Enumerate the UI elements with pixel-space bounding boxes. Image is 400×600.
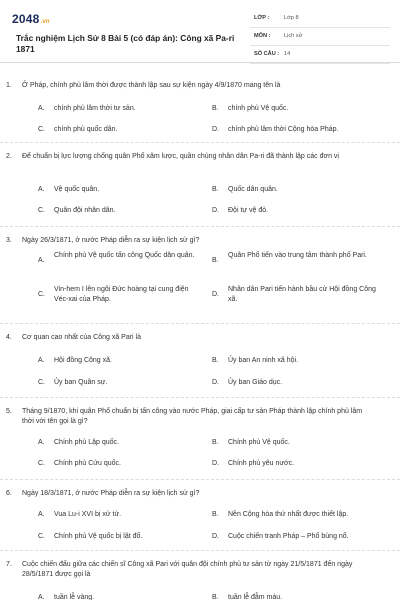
question-number: 7.: [6, 561, 12, 568]
answer-option-b[interactable]: [212, 356, 382, 366]
option-letter: A.: [38, 257, 45, 264]
option-letter: D.: [212, 207, 219, 214]
option-letter: D.: [212, 126, 219, 133]
question-text: [6, 333, 372, 343]
question-number: 4.: [6, 334, 12, 341]
answer-option-d[interactable]: [212, 459, 382, 469]
question-text: [6, 489, 372, 499]
option-letter: B.: [212, 594, 219, 600]
option-text: tuần lễ vàng.: [54, 594, 95, 600]
answer-option-c[interactable]: [38, 206, 208, 216]
page-header: [0, 0, 400, 63]
question-prompt: Cuộc chiến đấu giữa các chiến sĩ Công xã Pari với quân đội chính phủ tư sản từ ngày 21/5/1871 đến ngày 28/5/1871 được gọi là: [22, 561, 353, 578]
option-letter: B.: [212, 439, 219, 446]
answer-option-d[interactable]: [212, 532, 382, 542]
question-text: [6, 236, 372, 246]
question-item: [0, 398, 400, 480]
answer-option-a[interactable]: [38, 104, 208, 114]
option-text: Cuộc chiến tranh Pháp – Phổ bùng nổ.: [228, 533, 349, 540]
answer-option-b[interactable]: [212, 185, 382, 195]
meta-key: LỚP :: [254, 15, 270, 21]
answer-option-d[interactable]: [212, 206, 382, 216]
meta-key: MÔN :: [254, 33, 271, 39]
question-prompt: Ngày 26/3/1871, ở nước Pháp diễn ra sự kiện lịch sử gì?: [22, 237, 200, 244]
meta-row-count: [250, 50, 390, 64]
site-logo[interactable]: [12, 12, 50, 26]
question-number: 1.: [6, 82, 12, 89]
question-prompt: Ở Pháp, chính phủ lâm thời được thành lập sau sự kiện ngày 4/9/1870 mang tên là: [22, 82, 281, 89]
option-text: Vua Lu-i XVI bị xử tử.: [54, 511, 122, 518]
option-text: Chính phủ yêu nước.: [228, 460, 295, 467]
answer-option-c[interactable]: [38, 378, 208, 388]
answer-option-a[interactable]: [38, 356, 208, 366]
answer-option-b[interactable]: [212, 104, 382, 114]
answer-option-b[interactable]: [212, 510, 382, 520]
meta-value: Lớp 8: [284, 15, 299, 21]
option-text: Vin-hem I lên ngôi Đức hoàng tại cung điện Véc-xai của Pháp.: [54, 286, 189, 303]
answer-option-a[interactable]: [38, 185, 208, 195]
question-text: [6, 152, 372, 162]
answer-option-c[interactable]: [38, 285, 208, 307]
option-text: chính phủ Vệ quốc.: [228, 105, 289, 112]
option-text: Ủy ban An ninh xã hội.: [228, 357, 299, 364]
option-letter: A.: [38, 357, 45, 364]
answer-option-c[interactable]: [38, 125, 208, 135]
meta-value: Lịch sử: [284, 33, 303, 39]
option-text: Ủy ban Giáo dục.: [228, 379, 283, 386]
option-text: Chính phủ Vệ quốc.: [228, 439, 290, 446]
option-letter: C.: [38, 533, 45, 540]
answer-option-a[interactable]: [38, 593, 208, 600]
option-text: chính phủ lâm thời Cộng hòa Pháp.: [228, 126, 339, 133]
option-text: Chính phủ Lập quốc.: [54, 439, 119, 446]
option-text: Đội tự vệ đỏ.: [228, 207, 269, 214]
question-item: [0, 227, 400, 324]
option-text: Quân Phổ tiến vào trung tâm thành phố Pari.: [228, 252, 367, 259]
meta-row-class: [250, 14, 390, 28]
question-item: [0, 72, 400, 143]
question-item: [0, 143, 400, 227]
answer-option-d[interactable]: [212, 125, 382, 135]
question-item: [0, 551, 400, 600]
question-number: 6.: [6, 490, 12, 497]
option-letter: C.: [38, 460, 45, 467]
option-text: chính phủ lâm thời tư sản.: [54, 105, 136, 112]
answer-option-d[interactable]: [212, 378, 382, 388]
option-text: Quân đội nhân dân.: [54, 207, 116, 214]
option-letter: D.: [212, 460, 219, 467]
option-text: Chính phủ Vệ quốc bị lật đổ.: [54, 533, 143, 540]
question-prompt: Cơ quan cao nhất của Công xã Pari là: [22, 334, 141, 341]
option-letter: A.: [38, 186, 45, 193]
option-letter: B.: [212, 511, 219, 518]
option-text: Chính phủ Cứu quốc.: [54, 460, 121, 467]
question-list: [0, 72, 400, 600]
option-text: Quốc dân quân.: [228, 186, 278, 193]
option-letter: C.: [38, 207, 45, 214]
answer-option-b[interactable]: [212, 251, 382, 273]
option-text: chính phủ quốc dân.: [54, 126, 118, 133]
option-letter: B.: [212, 357, 219, 364]
question-text: [6, 407, 372, 427]
question-prompt: Để chuẩn bị lực lượng chống quân Phổ xâm lược, quần chúng nhân dân Pa-ri đã thành lập các đơn vị: [22, 153, 339, 160]
option-text: Nền Cộng hòa thứ nhất được thiết lập.: [228, 511, 349, 518]
question-number: 5.: [6, 408, 12, 415]
option-letter: B.: [212, 257, 219, 264]
answer-option-c[interactable]: [38, 459, 208, 469]
option-letter: C.: [38, 126, 45, 133]
meta-row-subject: [250, 32, 390, 46]
question-item: [0, 324, 400, 398]
option-text: Hội đồng Công xã.: [54, 357, 112, 364]
logo-number: 2048: [12, 12, 40, 26]
answer-option-b[interactable]: [212, 438, 382, 448]
option-letter: B.: [212, 186, 219, 193]
answer-option-b[interactable]: [212, 593, 382, 600]
answer-option-a[interactable]: [38, 251, 208, 273]
question-prompt: Tháng 9/1870, khi quân Phổ chuẩn bị tấn công vào nước Pháp, giai cấp tư sản Pháp thành lập chính phủ lâm thời với tên gọi là gì?: [22, 408, 363, 425]
option-letter: A.: [38, 511, 45, 518]
option-text: Chính phủ Vệ quốc tấn công Quốc dân quân.: [54, 252, 195, 259]
option-letter: D.: [212, 379, 219, 386]
option-letter: C.: [38, 379, 45, 386]
question-number: 2.: [6, 153, 12, 160]
option-text: tuần lễ đẫm máu.: [228, 594, 283, 600]
option-text: Vệ quốc quân.: [54, 186, 100, 193]
option-letter: A.: [38, 594, 45, 600]
meta-value: 14: [284, 51, 291, 57]
question-text: [6, 560, 372, 580]
answer-option-a[interactable]: [38, 438, 208, 448]
option-letter: A.: [38, 439, 45, 446]
question-text: [6, 81, 372, 91]
option-letter: D.: [212, 533, 219, 540]
answer-option-d[interactable]: [212, 285, 382, 307]
option-text: Nhân dân Pari tiến hành bầu cử Hội đồng Công xã.: [228, 286, 376, 303]
logo-suffix: .vn: [40, 19, 50, 25]
answer-option-c[interactable]: [38, 532, 208, 542]
question-prompt: Ngày 18/3/1871, ở nước Pháp diễn ra sự kiện lịch sử gì?: [22, 490, 200, 497]
answer-option-a[interactable]: [38, 510, 208, 520]
option-letter: C.: [38, 291, 45, 298]
page-title: Trắc nghiệm Lịch Sử 8 Bài 5 (có đáp án): Công xã Pa-ri 1871: [16, 33, 235, 54]
option-letter: D.: [212, 291, 219, 298]
meta-key: SỐ CÂU :: [254, 51, 280, 57]
option-text: Ủy ban Quân sự.: [54, 379, 108, 386]
question-item: [0, 480, 400, 551]
option-letter: A.: [38, 105, 45, 112]
option-letter: B.: [212, 105, 219, 112]
question-number: 3.: [6, 237, 12, 244]
quiz-meta: [250, 14, 390, 64]
